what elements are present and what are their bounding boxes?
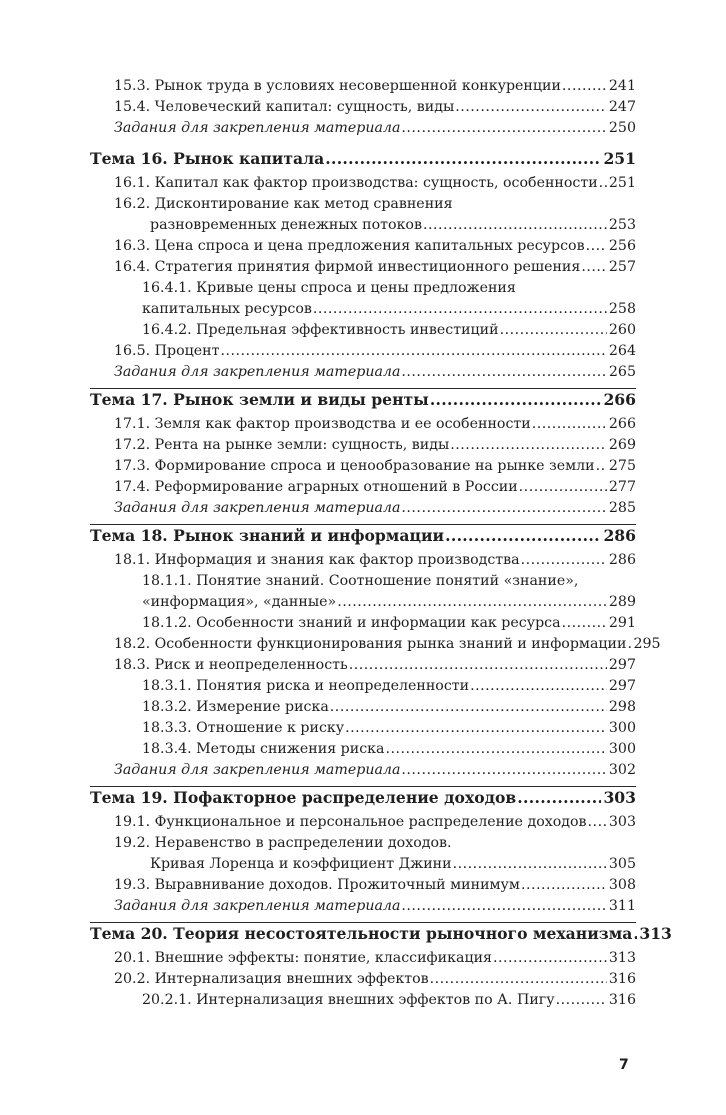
entry-title: 15.3. Рынок труда в условиях несовершенной конкуренции <box>114 78 561 94</box>
tasks-entry <box>90 362 636 383</box>
entry-page-number: 277 <box>608 479 636 495</box>
entry-title-line1: 16.2. Дисконтирование как метод сравнения <box>114 196 453 212</box>
topic-heading <box>90 786 636 808</box>
entry-page-number: 303 <box>603 788 636 807</box>
entry-title: Задания для закрепления материала <box>114 364 401 380</box>
entry-title: 18.2. Особенности функционирования рынка знаний и информации <box>114 636 627 652</box>
entry-title: Задания для закрепления материала <box>114 120 401 136</box>
entry-line <box>90 923 672 944</box>
topic-heading <box>90 388 636 410</box>
entry-title: Тема 19. Пофакторное распределение доходов <box>90 788 517 807</box>
entry-title-line1: 16.4.1. Кривые цены спроса и цены предложения <box>142 280 516 296</box>
entry-line <box>114 634 661 655</box>
entry-page-number: 300 <box>608 741 636 757</box>
entry-title: 18.1. Информация и знания как фактор производства <box>114 552 520 568</box>
entry-title-line1: 19.2. Неравенство в распределении доходов. <box>114 835 452 851</box>
dot-leader <box>588 812 607 833</box>
entry-page-number: 253 <box>608 217 636 233</box>
dot-leader <box>470 676 607 697</box>
dot-leader <box>453 854 607 875</box>
entry-line <box>90 148 636 169</box>
entry-page-number: 291 <box>608 615 636 631</box>
dot-leader <box>556 990 607 1011</box>
toc-subsection-entry <box>90 571 636 613</box>
toc-section-entry <box>90 634 661 655</box>
entry-line <box>114 257 636 278</box>
dot-leader <box>325 148 601 169</box>
entry-title: Тема 20. Теория несостоятельности рыночного механизма <box>90 924 633 943</box>
entry-page-number: 251 <box>603 149 636 168</box>
entry-page-number: 303 <box>608 814 636 830</box>
toc-section-entry <box>90 456 636 477</box>
entry-line <box>114 414 636 435</box>
entry-page-number: 297 <box>608 678 636 694</box>
entry-line <box>114 97 636 118</box>
entry-page-number: 265 <box>608 364 636 380</box>
dot-leader <box>586 236 607 257</box>
entry-page-number: 266 <box>603 390 636 409</box>
entry-page-number: 298 <box>608 699 636 715</box>
entry-page-number: 266 <box>608 416 636 432</box>
dot-leader <box>401 362 607 383</box>
entry-title: 18.3. Риск и неопределенность <box>114 657 348 673</box>
entry-title: «информация», «данные» <box>142 594 337 610</box>
entry-page-number: 285 <box>608 500 636 516</box>
toc-subsection-entry <box>90 697 636 718</box>
toc-section-entry <box>90 875 636 896</box>
entry-line <box>114 215 636 236</box>
toc-section-entry <box>90 477 636 498</box>
entry-line <box>114 173 636 194</box>
entry-line <box>114 477 636 498</box>
dot-leader <box>521 875 607 896</box>
entry-line <box>114 948 636 969</box>
entry-title: Кривая Лоренца и коэффициент Джини <box>150 856 452 872</box>
dot-leader <box>313 299 607 320</box>
dot-leader <box>517 787 601 808</box>
entry-page-number: 286 <box>603 526 636 545</box>
entry-title: 18.3.2. Измерение риска <box>142 699 329 715</box>
dot-leader <box>430 969 607 990</box>
entry-page-number: 308 <box>608 877 636 893</box>
entry-page-number: 269 <box>608 437 636 453</box>
entry-line <box>114 969 636 990</box>
entry-title: 19.3. Выравнивание доходов. Прожиточный минимум <box>114 877 520 893</box>
toc-section-entry <box>90 414 636 435</box>
dot-leader <box>450 435 607 456</box>
entry-line <box>142 613 636 634</box>
entry-line <box>142 676 636 697</box>
toc-section-entry <box>90 194 636 236</box>
entry-title: 17.4. Реформирование аграрных отношений в России <box>114 479 518 495</box>
dot-leader <box>401 118 607 139</box>
toc-section-entry <box>90 257 636 278</box>
tasks-entry <box>90 498 636 519</box>
entry-title: 18.1.2. Особенности знаний и информации как ресурса <box>142 615 561 631</box>
tasks-entry <box>90 760 636 781</box>
entry-page-number: 302 <box>608 762 636 778</box>
toc-subsection-entry <box>90 739 636 760</box>
entry-page-number: 264 <box>608 343 636 359</box>
entry-page-number: 260 <box>608 322 636 338</box>
entry-line <box>114 236 636 257</box>
dot-leader <box>349 655 607 676</box>
entry-page-number: 251 <box>608 175 636 191</box>
entry-page-number: 316 <box>608 971 636 987</box>
entry-title: 16.5. Процент <box>114 343 220 359</box>
entry-title: 17.1. Земля как фактор производства и ее особенности <box>114 416 531 432</box>
entry-title: Задания для закрепления материала <box>114 762 401 778</box>
entry-title: капитальных ресурсов <box>142 301 312 317</box>
dot-leader <box>445 525 601 546</box>
topic-heading <box>90 922 672 944</box>
entry-title: Задания для закрепления материала <box>114 500 401 516</box>
entry-line <box>114 875 636 896</box>
dot-leader <box>532 414 607 435</box>
entry-line <box>114 435 636 456</box>
entry-line <box>114 456 636 477</box>
entry-title: 16.4. Стратегия принятия фирмой инвестиционного решения <box>114 259 581 275</box>
entry-page-number: 300 <box>608 720 636 736</box>
toc-section-entry <box>90 341 636 362</box>
topic-heading <box>90 148 636 169</box>
entry-page-number: 247 <box>608 99 636 115</box>
dot-leader <box>521 550 607 571</box>
page-number: 7 <box>619 1057 629 1073</box>
entry-line <box>114 760 636 781</box>
entry-title: разновременных денежных потоков <box>150 217 422 233</box>
dot-leader <box>401 760 607 781</box>
entry-title: 17.3. Формирование спроса и ценообразование на рынке земли <box>114 458 595 474</box>
dot-leader <box>500 320 607 341</box>
toc-section-entry <box>90 550 636 571</box>
entry-page-number: 316 <box>608 992 636 1008</box>
dot-leader <box>599 173 607 194</box>
tasks-entry <box>90 896 636 917</box>
entry-line <box>142 739 636 760</box>
dot-leader <box>401 896 607 917</box>
entry-title: 20.1. Внешние эффекты: понятие, классификация <box>114 950 492 966</box>
entry-line <box>114 118 636 139</box>
dot-leader <box>220 341 606 362</box>
toc-section-entry <box>90 76 636 97</box>
dot-leader <box>385 739 606 760</box>
toc-subsection-entry <box>90 278 636 320</box>
toc-section-entry <box>90 97 636 118</box>
entry-line <box>142 990 636 1011</box>
entry-page-number: 257 <box>608 259 636 275</box>
entry-line <box>90 787 636 808</box>
entry-page-number: 297 <box>608 657 636 673</box>
dot-leader <box>627 634 631 655</box>
dot-leader <box>430 389 602 410</box>
entry-title: Тема 17. Рынок земли и виды ренты <box>90 390 429 409</box>
entry-line <box>114 655 636 676</box>
entry-title: Задания для закрепления материала <box>114 898 401 914</box>
toc-subsection-entry <box>90 718 636 739</box>
entry-line <box>114 362 636 383</box>
dot-leader <box>596 456 607 477</box>
entry-title: 18.3.1. Понятия риска и неопределенности <box>142 678 470 694</box>
entry-page-number: 289 <box>608 594 636 610</box>
entry-page-number: 305 <box>608 856 636 872</box>
entry-line <box>142 320 636 341</box>
toc-section-entry <box>90 969 636 990</box>
entry-line <box>114 854 636 875</box>
entry-page-number: 311 <box>608 898 636 914</box>
toc-subsection-entry <box>90 320 636 341</box>
entry-page-number: 295 <box>633 636 661 652</box>
entry-line <box>90 525 636 546</box>
toc-subsection-entry <box>90 990 636 1011</box>
entry-title: 16.3. Цена спроса и цена предложения капитальных ресурсов <box>114 238 585 254</box>
entry-title: 18.3.3. Отношение к риску <box>142 720 345 736</box>
entry-page-number: 313 <box>639 924 672 943</box>
entry-title: Тема 18. Рынок знаний и информации <box>90 526 445 545</box>
dot-leader <box>633 923 637 944</box>
entry-page-number: 286 <box>608 552 636 568</box>
dot-leader <box>345 718 607 739</box>
toc-section-entry <box>90 173 636 194</box>
toc-section-entry <box>90 435 636 456</box>
entry-title: Тема 16. Рынок капитала <box>90 149 325 168</box>
entry-line <box>114 76 636 97</box>
table-of-contents <box>90 76 672 1011</box>
entry-page-number: 241 <box>608 78 636 94</box>
entry-page-number: 313 <box>608 950 636 966</box>
toc-subsection-entry <box>90 676 636 697</box>
dot-leader <box>337 592 607 613</box>
entry-page-number: 258 <box>608 301 636 317</box>
toc-subsection-entry <box>90 613 636 634</box>
entry-title: 19.1. Функциональное и персональное распределение доходов <box>114 814 587 830</box>
dot-leader <box>401 498 607 519</box>
entry-line <box>90 389 636 410</box>
dot-leader <box>562 76 607 97</box>
entry-title: 18.3.4. Методы снижения риска <box>142 741 385 757</box>
dot-leader <box>423 215 607 236</box>
entry-title: 16.1. Капитал как фактор производства: сущность, особенности <box>114 175 598 191</box>
dot-leader <box>519 477 607 498</box>
toc-section-entry <box>90 833 636 875</box>
entry-page-number: 275 <box>608 458 636 474</box>
toc-section-entry <box>90 948 636 969</box>
entry-title: 16.4.2. Предельная эффективность инвестиций <box>142 322 499 338</box>
entry-title: 17.2. Рента на рынке земли: сущность, виды <box>114 437 450 453</box>
entry-title: 20.2.1. Интернализация внешних эффектов по А. Пигу <box>142 992 555 1008</box>
entry-page-number: 256 <box>608 238 636 254</box>
dot-leader <box>562 613 607 634</box>
entry-line <box>142 697 636 718</box>
entry-line <box>114 498 636 519</box>
entry-title: 20.2. Интернализация внешних эффектов <box>114 971 429 987</box>
dot-leader <box>493 948 607 969</box>
dot-leader <box>581 257 607 278</box>
entry-line <box>114 896 636 917</box>
topic-heading <box>90 524 636 546</box>
entry-line <box>114 812 636 833</box>
entry-line <box>142 592 636 613</box>
entry-page-number: 250 <box>608 120 636 136</box>
toc-section-entry <box>90 655 636 676</box>
entry-line <box>142 299 636 320</box>
dot-leader <box>330 697 607 718</box>
entry-line <box>114 550 636 571</box>
entry-line <box>142 718 636 739</box>
entry-title-line1: 18.1.1. Понятие знаний. Соотношение понятий «знание», <box>142 573 579 589</box>
entry-title: 15.4. Человеческий капитал: сущность, виды <box>114 99 455 115</box>
toc-section-entry <box>90 236 636 257</box>
dot-leader <box>455 97 607 118</box>
toc-section-entry <box>90 812 636 833</box>
tasks-entry <box>90 118 636 139</box>
entry-line <box>114 341 636 362</box>
